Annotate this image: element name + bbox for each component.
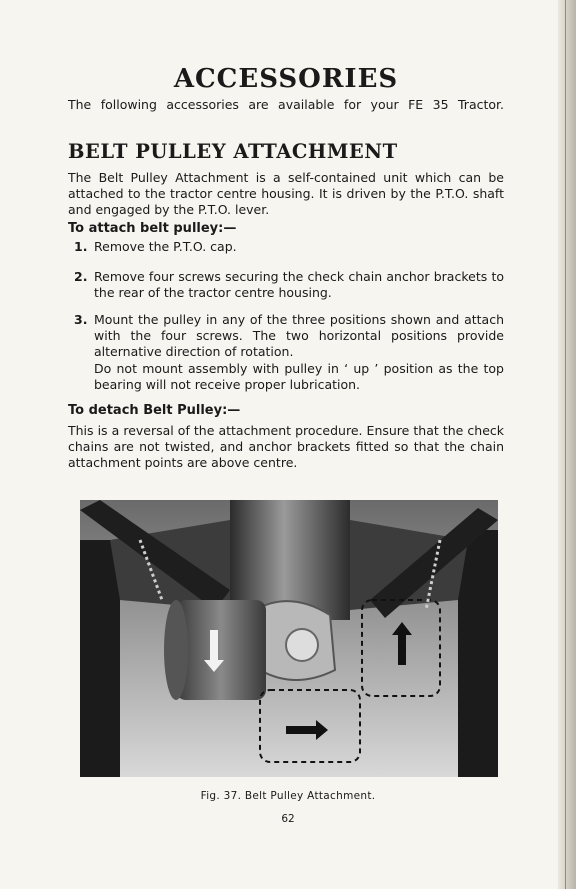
figure-caption: Fig. 37. Belt Pulley Attachment. [200,790,376,802]
page-title: ACCESSORIES [173,64,399,94]
belt-pulley-photo [80,500,498,777]
step-number: 3. [74,312,88,327]
step-text: Remove the P.T.O. cap. [94,239,237,254]
page-fold-line [565,0,566,889]
step-text: Remove four screws securing the check chain anchor brackets to the rear of the tractor centre housing. [94,269,504,300]
section-description: The Belt Pulley Attachment is a self-contained unit which can be attached to the tractor centre housing. It is driven by the P.T.O. shaft and engaged by the P.T.O. lever. [68,170,504,217]
section-heading: BELT PULLEY ATTACHMENT [68,140,398,163]
belt-pulley-illustration [80,500,498,777]
page-number: 62 [281,813,295,825]
attach-heading: To attach belt pulley:— [68,221,237,236]
step-number: 2. [74,269,88,284]
page-edge [558,0,576,889]
step-number: 1. [74,239,88,254]
step-note: Do not mount assembly with pulley in ‘ up ’ position as the top bearing will not receive proper lubrication. [94,361,504,392]
step-text: Mount the pulley in any of the three positions shown and attach with the four screws. The two horizontal positions provide alternative direction of rotation. [94,312,504,359]
detach-text: This is a reversal of the attachment procedure. Ensure that the check chains are not twisted, and anchor brackets fitted so that the chain attachment points are above centre. [68,423,504,470]
detach-heading: To detach Belt Pulley:— [68,403,241,418]
intro-text: The following accessories are available for your FE 35 Tractor. [68,97,504,112]
